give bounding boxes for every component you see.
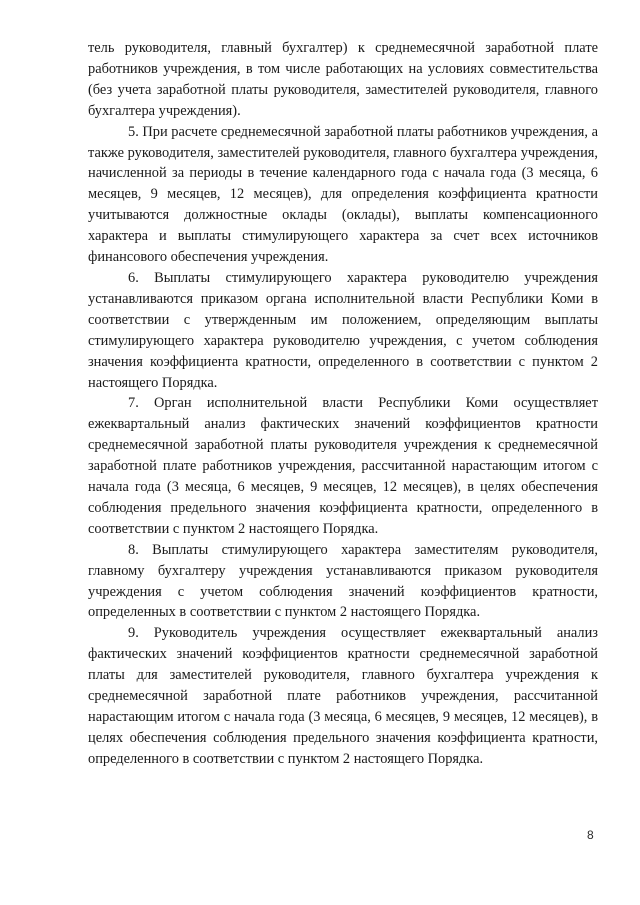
paragraph-item-6: 6. Выплаты стимулирующего характера руководителю учреждения устанавливаются приказом органа исполнительной власти Республики Коми в соответствии с утвержденным им положением, определяющим выплаты стимулирующего характера руководителю учреждения, с учетом соблюдения значения коэффициента кратности, определенного в соответствии с пунктом 2 настоящего Порядка. xyxy=(88,269,598,391)
paragraph-item-8: 8. Выплаты стимулирующего характера заместителям руководителя, главному бухгалтеру учреждения устанавливаются приказом руководителя учреждения с учетом соблюдения значений коэффициентов кратности, определенных в соответствии с пунктом 2 настоящего Порядка. xyxy=(88,541,598,621)
document-body xyxy=(88,38,598,770)
page-number: 8 xyxy=(587,828,594,842)
paragraph-item-5: 5. При расчете среднемесячной заработной платы работников учреждения, а также руководителя, заместителей руководителя, главного бухгалтера учреждения, начисленной за периоды в течение календарного года с начала года (3 месяца, 6 месяцев, 9 месяцев, 12 месяцев), для определения коэффициента кратности учитываются должностные оклады (оклады), выплаты компенсационного характера и выплаты стимулирующего характера за счет всех источников финансового обеспечения учреждения. xyxy=(88,123,598,266)
paragraph-continuation: тель руководителя, главный бухгалтер) к среднемесячной заработной плате работников учреждения, в том числе работающих на условиях совместительства (без учета заработной платы руководителя, заместителей руководителя, главного бухгалтера учреждения). xyxy=(88,40,598,119)
paragraph-item-9: 9. Руководитель учреждения осуществляет ежеквартальный анализ фактических значений коэффициентов кратности среднемесячной заработной платы для заместителей руководителя, главного бухгалтера учреждения к среднемесячной заработной плате работников учреждения, рассчитанной нарастающим итогом с начала года (3 месяца, 6 месяцев, 9 месяцев, 12 месяцев), в целях обеспечения соблюдения предельного значения коэффициента кратности, определенного в соответствии с пунктом 2 настоящего Порядка. xyxy=(88,625,598,767)
paragraph-item-7: 7. Орган исполнительной власти Республики Коми осуществляет ежеквартальный анализ фактических значений коэффициентов кратности среднемесячной заработной платы руководителя учреждения к среднемесячной заработной плате работников учреждения, рассчитанной нарастающим итогом с начала года (3 месяца, 6 месяцев, 9 месяцев, 12 месяцев), в целях обеспечения соблюдения предельного значения коэффициента кратности, определенного в соответствии с пунктом 2 настоящего Порядка. xyxy=(88,395,598,537)
